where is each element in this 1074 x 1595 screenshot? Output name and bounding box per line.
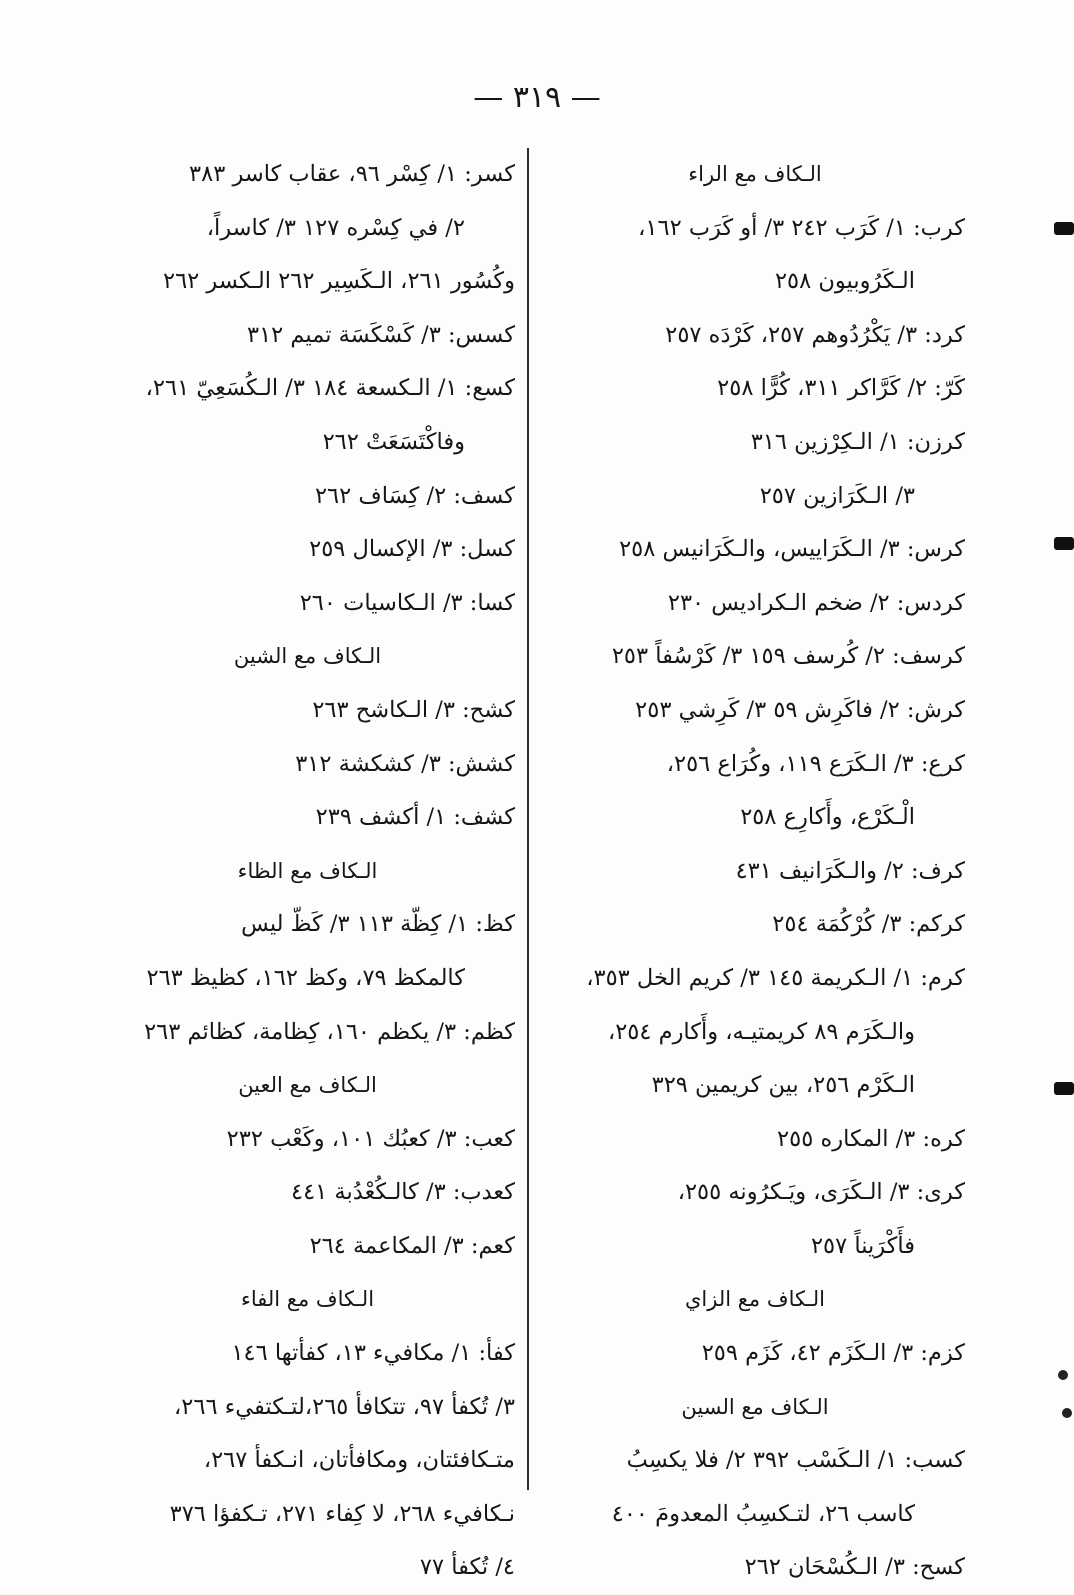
index-entry-line: كَرّ: ٢/ كَرَّاكر ٣١١، كُرًّا ٢٥٨ (717, 375, 965, 402)
index-entry-line: كفأ: ١/ مكافيء ١٣، كفأتها ١٤٦ (231, 1340, 515, 1367)
margin-dot-mark (1062, 1408, 1072, 1418)
index-entry-line: متـكافئتان، ومكافأتان، انـكفأ ٢٦٧، (203, 1447, 515, 1474)
index-entry-line: كسا: ٣/ الـكاسيات ٢٦٠ (299, 589, 515, 616)
margin-ink-mark (1054, 222, 1074, 235)
index-entry-line: كرف: ٢/ والـكَرَانيف ٤٣١ (735, 857, 965, 884)
index-entry-line: كسع: ١/ الـكسعة ١٨٤ ٣/ الـكُسَعِيّ ٢٦١، (145, 375, 515, 402)
index-entry-line: وفاكْتَسَعَتْ ٢٦٢ (322, 428, 465, 455)
index-entry-line: الـكَرُوبيون ٢٥٨ (774, 268, 915, 295)
index-entry-line: كعدب: ٣/ كالـكُعْدُبة ٤٤١ (291, 1179, 515, 1206)
index-entry-line: نـكافيء ٢٦٨، لا كِفاء ٢٧١، تـكفؤا ٣٧٦ (169, 1500, 515, 1527)
index-entry-line: كرد: ٣/ يَكْرُدُوهم ٢٥٧، كَرْدَه ٢٥٧ (665, 321, 965, 348)
index-entry-line: كسب: ١/ الـكَسْب ٣٩٢ ٢/ فلا يكسِبُ (626, 1447, 965, 1474)
index-entry-line: ٣/ تُكفأ ٩٧، تتكافأ ٢٦٥،لتـكتفيء ٢٦٦، (174, 1393, 515, 1420)
index-entry-line: الـكَرْم ٢٥٦، بين كريمين ٣٢٩ (651, 1072, 915, 1099)
index-entry-line: والـكَرَم ٨٩ كريمتيـه، وأَكارم ٢٥٤، (607, 1018, 915, 1045)
index-entry-line: كسل: ٣/ الإكسال ٢٥٩ (309, 536, 515, 563)
index-entry-line: كرب: ١/ كَرَب ٢٤٢ ٣/ أو كَرَب ١٦٢، (638, 214, 965, 241)
index-entry-line: كرم: ١/ الـكريمة ١٤٥ ٣/ كريم الخل ٣٥٣، (586, 964, 965, 991)
section-heading: الـكاف مع العين (238, 1073, 377, 1098)
column-divider (527, 148, 529, 1490)
index-entry-line: كسس: ٣/ كَسْكَسَة تميم ٣١٢ (247, 321, 515, 348)
margin-ink-mark (1054, 1082, 1074, 1095)
index-entry-line: كسر: ١/ كِسْر ٩٦، عقاب كاسر ٣٨٣ (189, 161, 515, 187)
index-entry-line: كالمكظ ٧٩، وكظ ١٦٢، كظيظ ٢٦٣ (146, 964, 465, 991)
index-entry-line: كعم: ٣/ المكاعمة ٢٦٤ (309, 1232, 515, 1259)
index-entry-line: كركم: ٣/ كُرْكُمَة ٢٥٤ (772, 911, 965, 938)
section-heading: الـكاف مع الراء (688, 162, 822, 186)
margin-dot-mark (1058, 1370, 1068, 1380)
index-entry-line: كرزن: ١/ الـكِرْزين ٣١٦ (750, 428, 965, 455)
left-column (100, 148, 515, 1595)
index-entry-line: كره: ٣/ المكاره ٢٥٥ (777, 1125, 965, 1152)
index-entry-line: كرى: ٣/ الـكَرَى، ويَـكرُونه ٢٥٥، (677, 1179, 965, 1206)
index-entry-line: كظم: ٣/ يكظم ١٦٠، كِظامة، كظائم ٢٦٣ (144, 1018, 515, 1045)
index-entry-line: ٣/ الـكَرَازين ٢٥٧ (759, 482, 915, 509)
index-entry-line: كسح: ٣/ الـكُسْحَان ٢٦٢ (744, 1554, 965, 1581)
index-entry-line: كردس: ٢/ ضخم الـكراديس ٢٣٠ (667, 589, 965, 616)
margin-ink-mark (1054, 537, 1074, 550)
page-number: — ٣١٩ — (473, 80, 601, 115)
section-heading: الـكاف مع الظاء (237, 858, 378, 883)
index-entry-line: كظ: ١/ كِظّة ١١٣ ٣/ كَظّ ليس (241, 911, 515, 938)
index-entry-line: ٤/ تُكفأ ٧٧ (419, 1554, 515, 1581)
section-heading: الـكاف مع السين (681, 1394, 829, 1419)
section-heading: الـكاف مع الشين (233, 644, 382, 669)
index-entry-line: فأَكْرَيناً ٢٥٧ (810, 1232, 915, 1259)
index-entry-line: كاسب ٢٦، لتـكسِبُ المعدومَ ٤٠٠ (611, 1500, 915, 1527)
index-entry-line: كزم: ٣/ الـكَزَم ٤٢، كَزَم ٢٥٩ (701, 1340, 965, 1367)
index-entry-line: وكُسُور ٢٦١، الـكَسِير ٢٦٢ الـكسر ٢٦٢ (163, 268, 515, 295)
index-entry-line: ٢/ في كِسْره ١٢٧ ٣/ كاسراً، (206, 214, 465, 241)
index-entry-line: كرش: ٢/ فاكَرِش ٥٩ ٣/ كَرِشي ٢٥٣ (635, 696, 965, 723)
index-entry-line: كشف: ١/ أكشف ٢٣٩ (315, 804, 515, 831)
index-entry-line: كرسف: ٢/ كُرسف ١٥٩ ٣/ كَرْسُفاً ٢٥٣ (611, 643, 965, 670)
index-entry-line: الْـكَرْع، وأَكارِع ٢٥٨ (740, 804, 915, 831)
index-entry-line: كعب: ٣/ كعبُك ١٠١، وكَعْب ٢٣٢ (226, 1125, 515, 1152)
index-entry-line: كشح: ٣/ الـكاشح ٢٦٣ (312, 696, 515, 723)
index-entry-line: كرس: ٣/ الـكَرَاييس، والـكَرَانيس ٢٥٨ (619, 536, 965, 563)
index-entry-line: كسف: ٢/ كِسَاف ٢٦٢ (314, 482, 515, 509)
index-entry-line: كشش: ٣/ كشكشة ٣١٢ (295, 750, 515, 777)
section-heading: الـكاف مع الزاي (684, 1287, 826, 1312)
index-entry-line: كرع: ٣/ الـكَرَع ١١٩، وكُرَاع ٢٥٦، (666, 750, 965, 777)
section-heading: الـكاف مع الفاء (240, 1287, 375, 1312)
right-column (545, 148, 965, 1595)
